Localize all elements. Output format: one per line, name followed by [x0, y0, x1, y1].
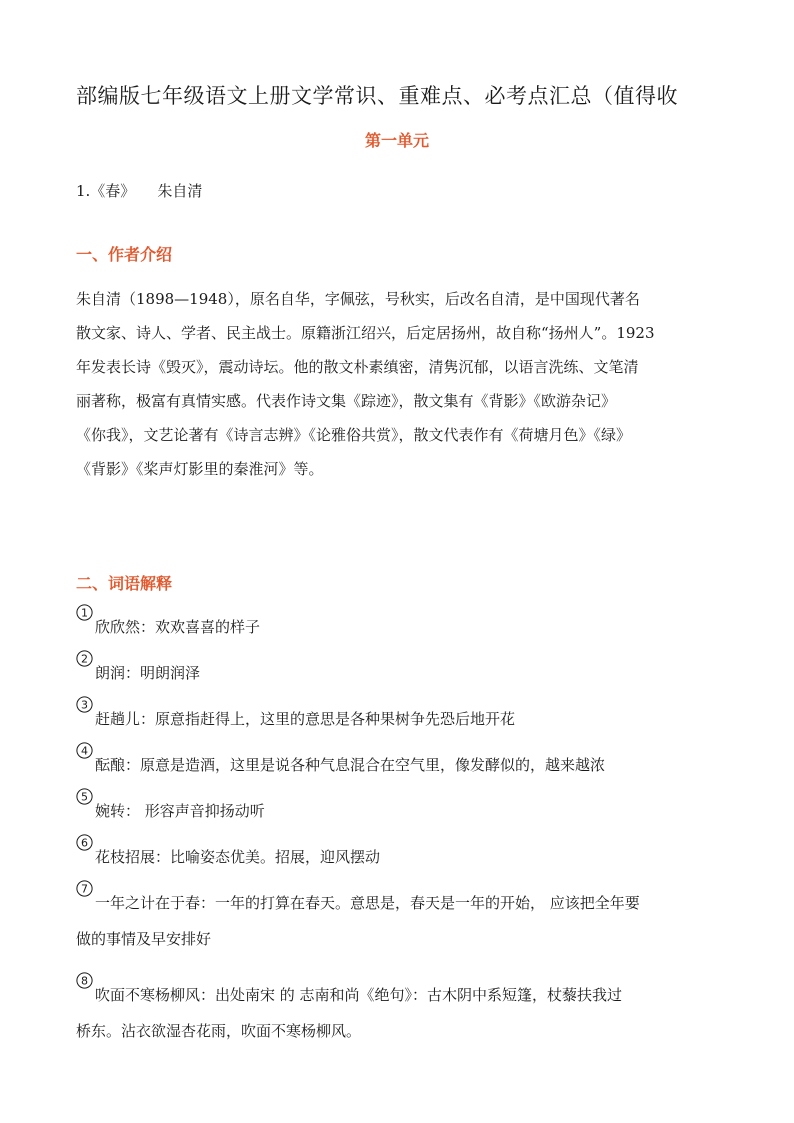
vocabulary-definition: 花枝招展：比喻姿态优美。招展，迎风摆动 — [95, 848, 381, 866]
vocabulary-item — [76, 790, 726, 822]
svg-text:5: 5 — [81, 790, 88, 804]
author-intro-paragraph — [76, 282, 724, 486]
vocabulary-definition: 酝酿：原意是造酒，这里是说各种气息混合在空气里，像发酵似的，越来越浓 — [95, 756, 606, 774]
lesson-heading — [76, 180, 202, 201]
vocabulary-item — [76, 698, 726, 730]
svg-text:3: 3 — [81, 698, 88, 712]
paragraph-line: 朱自清（1898—1948），原名自华，字佩弦，号秋实，后改名自清，是中国现代著名 — [76, 290, 640, 308]
vocabulary-item — [76, 606, 726, 638]
vocabulary-item — [76, 652, 726, 684]
vocabulary-item — [76, 836, 726, 868]
circled-number-icon — [76, 696, 93, 713]
paragraph-line: 年发表长诗《毁灭》，震动诗坛。他的散文朴素缜密，清隽沉郁，以语言洗练、文笔清 — [76, 358, 639, 376]
svg-text:6: 6 — [81, 836, 88, 850]
vocabulary-definition: 婉转： 形容声音抑扬动听 — [95, 802, 265, 820]
circled-number-icon — [76, 972, 93, 989]
paragraph-line: 散文家、诗人、学者、民主战士。原籍浙江绍兴，后定居扬州，故自称“扬州人”。1923 — [76, 324, 655, 342]
circled-number-icon — [76, 880, 93, 897]
vocabulary-item — [76, 744, 726, 776]
circled-number-icon — [76, 834, 93, 851]
paragraph-line: 《你我》，文艺论著有《诗言志辨》《论雅俗共赏》，散文代表作有《荷塘月色》《绿》 — [76, 426, 632, 444]
vocabulary-definition: 朗润：明朗润泽 — [95, 664, 201, 682]
paragraph-line: 《背影》《桨声灯影里的秦淮河》等。 — [76, 460, 324, 478]
svg-text:7: 7 — [81, 882, 88, 896]
svg-text:2: 2 — [81, 652, 88, 666]
section-heading-vocabulary: 二、词语解释 — [76, 574, 173, 593]
vocabulary-item — [76, 882, 726, 950]
section-heading-author-intro: 一、作者介绍 — [76, 245, 173, 264]
circled-number-icon — [76, 604, 93, 621]
lesson-title: 1.《春》 — [76, 182, 136, 200]
vocabulary-item — [76, 974, 726, 1042]
document-title: 部编版七年级语文上册文学常识、重难点、必考点汇总（值得收 — [76, 84, 678, 108]
svg-text:4: 4 — [81, 744, 88, 758]
svg-text:8: 8 — [81, 974, 88, 988]
vocabulary-definition: 赶趟儿：原意指赶得上，这里的意思是各种果树争先恐后地开花 — [95, 710, 516, 728]
svg-text:1: 1 — [81, 606, 88, 620]
paragraph-line: 丽著称，极富有真情实感。代表作诗文集《踪迹》，散文集有《背影》《欧游杂记》 — [76, 392, 617, 410]
vocabulary-definition: 欣欣然：欢欢喜喜的样子 — [95, 618, 261, 636]
vocabulary-definition-continued: 做的事情及早安排好 — [76, 930, 212, 948]
lesson-author: 朱自清 — [157, 182, 203, 200]
circled-number-icon — [76, 650, 93, 667]
vocabulary-definition-continued: 桥东。沾衣欲湿杏花雨，吹面不寒杨柳风。 — [76, 1022, 362, 1040]
unit-title: 第一单元 — [364, 131, 429, 150]
vocabulary-definition: 吹面不寒杨柳风：出处南宋 的 志南和尚《绝句》：古木阴中系短篷，杖藜扶我过 — [95, 986, 623, 1004]
vocabulary-definition: 一年之计在于春：一年的打算在春天。意思是，春天是一年的开始， 应该把全年要 — [95, 894, 640, 912]
circled-number-icon — [76, 742, 93, 759]
circled-number-icon — [76, 788, 93, 805]
